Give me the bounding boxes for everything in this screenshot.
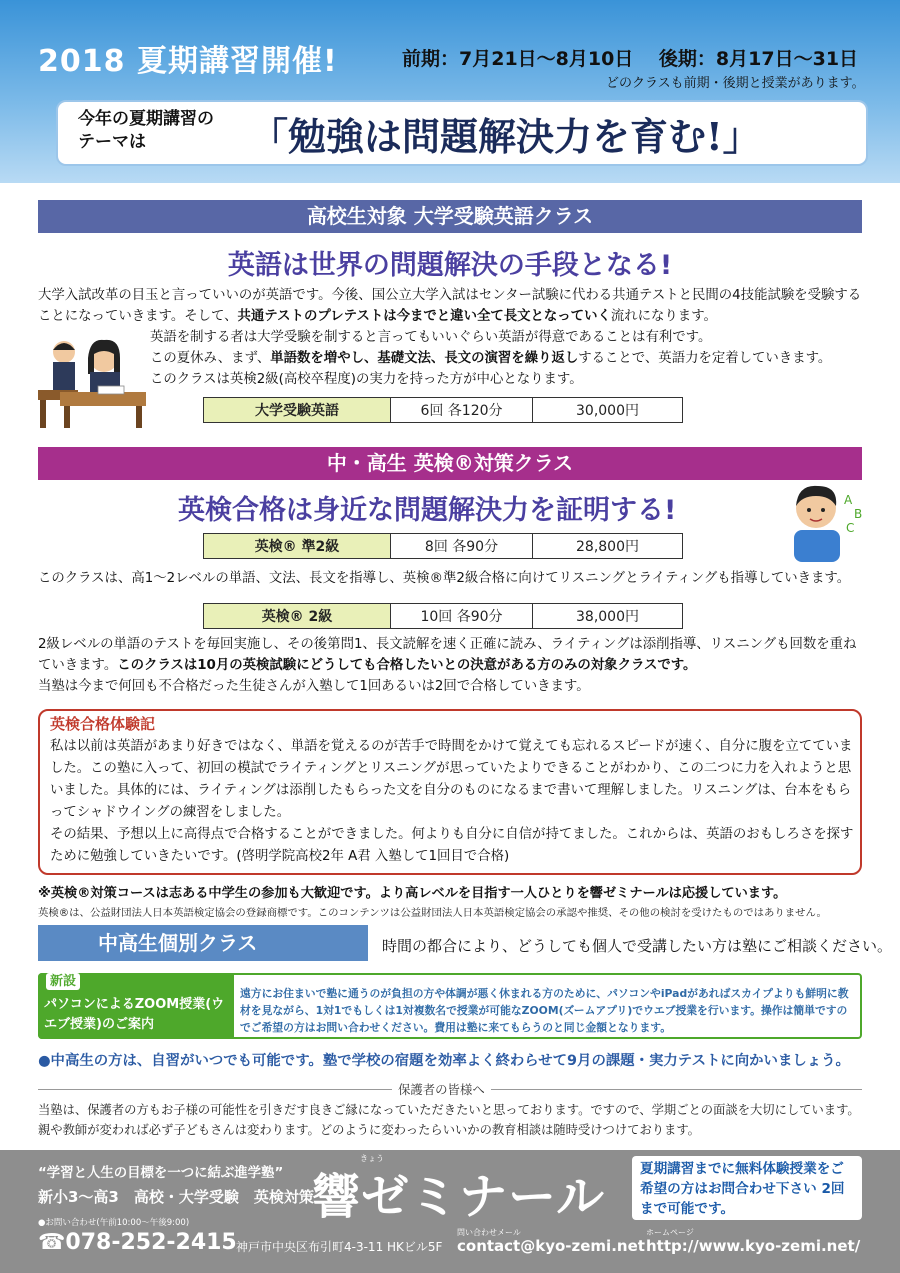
course-name: 英検® 2級 bbox=[204, 604, 391, 629]
session-dates: 前期：7月21日～8月10日 後期：8月17日～31日 bbox=[402, 48, 859, 70]
email-link[interactable]: contact@kyo-zemi.net bbox=[457, 1237, 645, 1255]
page-title: 2018 夏期講習開催! bbox=[38, 44, 338, 79]
theme-text: 「勉強は問題解決力を育む!」 bbox=[250, 114, 761, 159]
university-details: 英語を制する者は大学受験を制すると言ってもいいぐらい英語が得意であることは有利です。 この夏休み、まず、単語数を増やし、基礎文法、長文の演習を繰り返しすることで、英語力を定着していきます。 このクラスは英検2級(高校卒程度)の実力を持った方が中心となります。 bbox=[150, 330, 832, 387]
footer-slogan: “学習と人生の目標を一つに結ぶ進学塾” bbox=[38, 1166, 284, 1181]
new-badge: 新設 bbox=[46, 973, 80, 990]
course-fee: 38,000円 bbox=[533, 604, 683, 629]
course-name: 大学受験英語 bbox=[204, 398, 391, 423]
inquiry-hours: ●お問い合わせ(午前10:00～午後9:00) bbox=[38, 1218, 190, 1228]
eiken-grade2-description: 2級レベルの単語のテストを毎回実施し、その後第問1、長文読解を速く正確に読み、ライティングは添削指導、リスニングも回数を重ねていきます。このクラスは10月の英検試験にどうしても合格したいとの決意がある方のみの対象クラスです。 当塾は今まで何回も不合格だった生徒さんが入塾して1回あるいは2回で合格していきます。 bbox=[38, 637, 857, 694]
table-row bbox=[204, 604, 683, 629]
eiken-pre2-description: このクラスは、高1～2レベルの単語、文法、長文を指導し、英検®準2級合格に向けてリスニングとライティングも指導していきます。 bbox=[38, 571, 851, 586]
phone-number[interactable]: ☎078-252-2415 bbox=[38, 1230, 237, 1255]
eiken-pre2-price-table bbox=[203, 533, 683, 559]
university-price-table bbox=[203, 397, 683, 423]
testimonial-title: 英検合格体験記 bbox=[50, 715, 156, 733]
university-headline: 英語は世界の問題解決の手段となる! bbox=[227, 250, 673, 281]
eiken-grade2-price-table bbox=[203, 603, 683, 629]
eiken-class-band: 中・高生 英検®対策クラス bbox=[38, 447, 862, 480]
eiken-note: ※英検®対策コースは志ある中学生の参加も大歓迎です。より高レベルを目指す一人ひとりを響ゼミナールは応援しています。 bbox=[38, 886, 787, 901]
parents-message: 当塾は、保護者の方もお子様の可能性を引きだす良きご縁になっていただきたいと思っております。ですので、学期ごとの面談を大切にしています。親や教師が変われば必ず子どもさんは変わります。どのように変わったらいいかの教育相談は随時受けつけております。 bbox=[38, 1103, 860, 1137]
svg-text:B: B bbox=[854, 507, 863, 521]
testimonial-body: 私は以前は英語があまり好きではなく、単語を覚えるのが苦手で時間をかけて覚えても忘れるスピードが速く、自分に腹を立てていました。この塾に入って、初回の模試でライティングとリスニングが思っていたよりできることがわかり、この二つに力を入れようと思いました。具体的には、ライティングは添削したもらった文を自分のものになるまで書いて理解しました。リスニングは、台本をもらってシャドウイングの練習をしました。 その結果、予想以上に高得点で合格することができました。何よりも自分に自信が持てました。これからは、英語のおもしろさを探すために勉強していきたいです。(啓明学院高校2年 A君 入塾して1回目で合格) bbox=[50, 739, 854, 864]
homepage-label: ホームページ bbox=[646, 1228, 694, 1237]
svg-text:C: C bbox=[846, 521, 855, 535]
theme-label: 今年の夏期講習の テーマは bbox=[78, 109, 214, 152]
course-name: 英検® 準2級 bbox=[204, 534, 391, 559]
logo-ruby: きょう bbox=[360, 1154, 384, 1163]
eiken-headline: 英検合格は身近な問題解決力を証明する! bbox=[178, 495, 677, 526]
address: 神戸市中央区布引町4-3-11 HKビル5F bbox=[236, 1240, 443, 1254]
table-row bbox=[204, 534, 683, 559]
individual-class-band: 中高生個別クラス bbox=[38, 925, 368, 961]
course-sessions: 8回 各90分 bbox=[391, 534, 533, 559]
trial-lesson-promo: 夏期講習までに無料体験授業をご希望の方はお問合わせ下さい 2回まで可能です。 bbox=[632, 1156, 862, 1220]
email-label: 問い合わせメール bbox=[457, 1228, 521, 1237]
university-class-band: 高校生対象 大学受験英語クラス bbox=[38, 200, 862, 233]
homepage-link[interactable]: http://www.kyo-zemi.net/ bbox=[646, 1237, 861, 1255]
university-intro: 大学入試改革の目玉と言っていいのが英語です。今後、国公立大学入試はセンター試験に代わる共通テストと民間の4技能試験を受験することになっていきます。そして、共通テストのプレテストは今までと違い全て長文となっていく流れになります。 bbox=[38, 288, 862, 324]
course-sessions: 10回 各90分 bbox=[391, 604, 533, 629]
session-note: どのクラスも前期・後期と授業があります。 bbox=[606, 76, 865, 91]
svg-text:A: A bbox=[844, 493, 853, 507]
zoom-lesson-title: パソコンによるZOOM授業(ウエブ授業)のご案内 bbox=[44, 997, 225, 1032]
individual-class-text: 時間の都合により、どうしても個人で受講したい方は塾にご相談ください。 bbox=[382, 937, 893, 955]
school-logo: 響ゼミナール bbox=[312, 1169, 606, 1225]
self-study-note: ●中高生の方は、自習がいつでも可能です。塾で学校の宿題を効率よく終わらせて9月の課題・実力テストに向かいましょう。 bbox=[38, 1053, 850, 1069]
parents-heading: 保護者の皆様へ bbox=[392, 1080, 491, 1098]
trademark-note: 英検®は、公益財団法人日本英語検定協会の登録商標です。このコンテンツは公益財団法人日本英語検定協会の承認や推奨、その他の検討を受けたものではありません。 bbox=[38, 907, 827, 919]
students-at-desk-illustration bbox=[38, 328, 146, 430]
boy-abc-illustration bbox=[782, 474, 872, 562]
zoom-lesson-body: 遠方にお住まいで塾に通うのが負担の方や体調が悪く休まれる方のために、パソコンやiPadがあればスカイプよりも鮮明に教材を見ながら、1対1でもしくは1対複数名で授業が可能なZOOM(ズームアプリ)でウエブ授業を行います。操作は簡単ですのでご希望の方はお問い合わせください。費用は塾に来てもらうのと同じ金額となります。 bbox=[240, 987, 849, 1034]
course-sessions: 6回 各120分 bbox=[391, 398, 533, 423]
table-row bbox=[204, 398, 683, 423]
course-fee: 28,800円 bbox=[533, 534, 683, 559]
course-fee: 30,000円 bbox=[533, 398, 683, 423]
footer-grades: 新小3～高3 高校・大学受験 英検対策 bbox=[38, 1188, 314, 1206]
